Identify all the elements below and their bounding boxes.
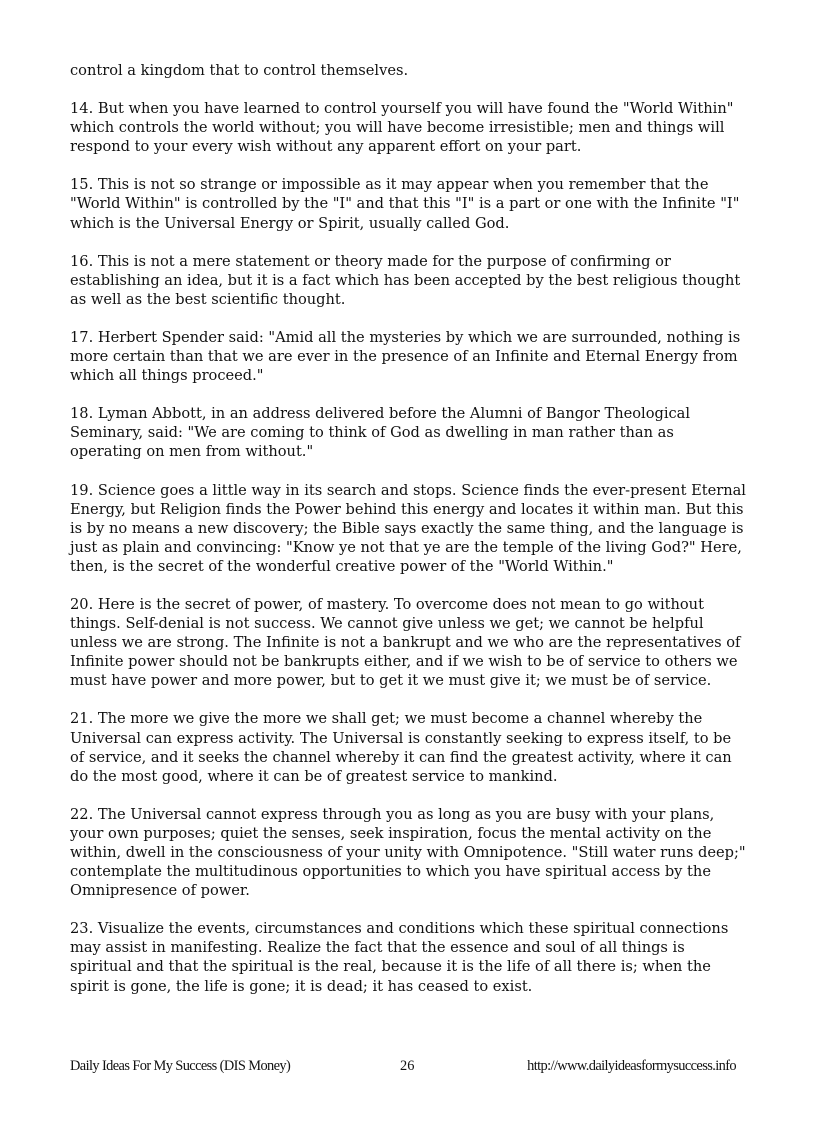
paragraph-continuation: control a kingdom that to control themselves. bbox=[70, 62, 409, 79]
paragraph-22: 22. The Universal cannot express through you as long as you are busy with your plans, your own purposes; quiet the senses, seek inspiration, focus the mental activity on the within, dwell in the consciousness of your unity with Omnipotence. "Still water runs deep;" contemplate the multitudinous opportunities to which you have spiritual access by the Omnipresence of power. bbox=[70, 805, 746, 900]
paragraph-20: 20. Here is the secret of power, of mastery. To overcome does not mean to go without things. Self-denial is not success. We cannot give unless we get; we cannot be helpful unless we are strong. The Infinite is not a bankrupt and we who are the representatives of Infinite power should not be bankrupts either, and if we wish to be of service to others we must have power and more power, but to get it we must give it; we must be of service. bbox=[70, 595, 741, 690]
page-number: 26 bbox=[400, 1058, 415, 1074]
page-footer bbox=[70, 1058, 746, 1078]
footer-url: http://www.dailyideasformysuccess.info bbox=[527, 1058, 736, 1074]
paragraph-15: 15. This is not so strange or impossible as it may appear when you remember that the "World Within" is controlled by the "I" and that this "I" is a part or one with the Infinite "I" which is the Universal Energy or Spirit, usually called God. bbox=[70, 176, 740, 232]
paragraph-21: 21. The more we give the more we shall get; we must become a channel whereby the Universal can express activity. The Universal is constantly seeking to express itself, to be of service, and it seeks the channel whereby it can find the greatest activity, where it can do the most good, where it can be of greatest service to mankind. bbox=[70, 710, 732, 785]
paragraph-16: 16. This is not a mere statement or theory made for the purpose of confirming or establishing an idea, but it is a fact which has been accepted by the best religious thought as well as the best scientific thought. bbox=[70, 252, 741, 308]
footer-title: Daily Ideas For My Success (DIS Money) bbox=[70, 1058, 291, 1074]
paragraph-19: 19. Science goes a little way in its search and stops. Science finds the ever-present Eternal Energy, but Religion finds the Power behind this energy and locates it within man. But this is by no means a new discovery; the Bible says exactly the same thing, and the language is just as plain and convincing: "Know ye not that ye are the temple of the living God?" Here, then, is the secret of the wonderful creative power of the "World Within." bbox=[70, 481, 746, 575]
paragraph-14: 14. But when you have learned to control yourself you will have found the "World Within" which controls the world without; you will have become irresistible; men and things will respond to your every wish without any apparent effort on your part. bbox=[70, 100, 734, 156]
document-body bbox=[70, 61, 746, 1015]
paragraph-17: 17. Herbert Spender said: "Amid all the mysteries by which we are surrounded, nothing is more certain than that we are ever in the presence of an Infinite and Eternal Energy from which all things proceed." bbox=[70, 328, 741, 385]
paragraph-23: 23. Visualize the events, circumstances and conditions which these spiritual connections may assist in manifesting. Realize the fact that the essence and soul of all things is spiritual and that the spiritual is the real, because it is the life of all there is; when the spirit is gone, the life is gone; it is dead; it has ceased to exist. bbox=[70, 920, 729, 995]
paragraph-18: 18. Lyman Abbott, in an address delivered before the Alumni of Bangor Theological Seminary, said: "We are coming to think of God as dwelling in man rather than as operating on men from without." bbox=[70, 405, 691, 461]
